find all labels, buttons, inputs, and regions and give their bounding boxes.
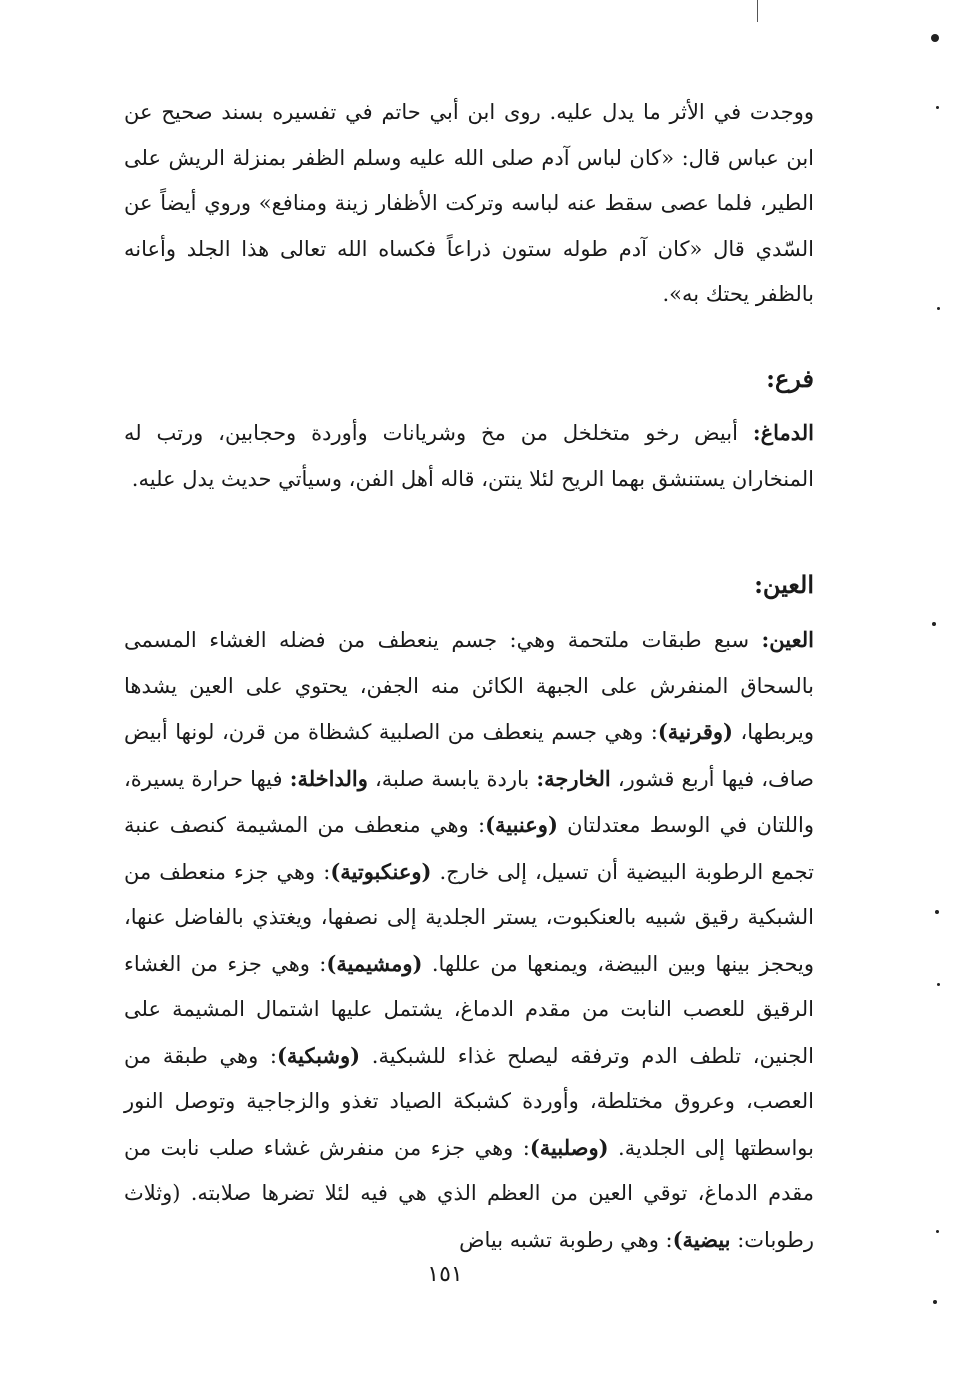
eye-layer-description: : وهي جزء من منفرش غشاء صلب نابت من مقدم الدماغ، توقي العين من العظم الذي هي فيه لئلا تضرها صلابته. (وثلاث رطوبات:: [124, 1135, 814, 1252]
eye-layer-description: : وهي رطوبة تشبه بياض: [459, 1227, 673, 1252]
eye-layer-term: بيضية): [672, 1226, 731, 1252]
branch-text: [124, 410, 814, 502]
eye-layer-term: (وعنبية): [485, 812, 558, 837]
scan-speck: [936, 106, 939, 109]
eye-layer-term: الخارجة:: [536, 765, 611, 791]
eye-layer-description: سبع طبقات ملتحمة وهي: جسم ينعطف من فضله الغشاء المسمى بالسحاق المنفرش على الجبهة الكائن منه الجفن، يحتوي على العين يشدها ويربطها،: [124, 628, 814, 744]
branch-heading: فرع:: [766, 364, 814, 393]
scan-speck: [933, 1300, 937, 1304]
eye-layer-description: : وهي جزء منعطف من الشبكية رقيق شبيه بالعنكبوت، يستر الجلدية إلى نصفها، ويغتذي بالفاضل عنها، ويحجز بينها وبين البيضة، ويمنعها من عللها.: [124, 859, 814, 976]
branch-paragraph: [124, 410, 814, 502]
brain-term: الدماغ:: [752, 420, 814, 445]
intro-paragraph: [124, 90, 814, 318]
eye-layer-term: (وقرنية): [657, 719, 733, 744]
scan-margin-line: [757, 0, 758, 22]
eye-layer-term: (وصلبية): [529, 1134, 609, 1160]
eye-layer-term: (وعنكبوتية): [330, 858, 432, 884]
eye-layer-term: العين:: [761, 627, 814, 652]
brain-description: أبيض رخو متخلخل من مخ وشريانات وأوردة وحجابين، ورتب له المنخاران يستنشق بهما الريح لئلا ينتن، قاله أهل الفن، وسيأتي حديث يدل عليه.: [124, 421, 814, 491]
eye-layer-description: : وهي طبقة من العصب، وعروق مختلطة، وأوردة كشبكة الصياد تغذو والزجاجية وتوصل النور بواسطتها إلى الجلدية.: [124, 1043, 814, 1160]
intro-text: ووجدت في الأثر ما يدل عليه. روى ابن أبي حاتم في تفسيره بسند صحيح عن ابن عباس قال: «كان لباس آدم صلى الله عليه وسلم الظفر بمنزلة الريش على الطير، فلما عصى سقط عنه لباسه وتركت الأظفار زينة ومنافع» وروي أيضاً عن السّدي قال «كان آدم طوله ستون ذراعاً فكساه الله تعالى هذا الجلد وأعانه بالظفر يحتك به».: [124, 100, 814, 306]
scan-speck: [935, 910, 939, 914]
eye-layer-description: باردة يابسة صلبة،: [367, 766, 537, 791]
eye-layer-description: : وهي جزء من الغشاء الرقيق للعصب النابت من مقدم الدماغ، يشتمل عليها اشتمال المشيمة على الجنين، تلطف الدم وترفقه ليصلح غذاء للشبكية.: [124, 951, 814, 1068]
scan-speck: [931, 34, 939, 42]
eye-layer-description: فيها حرارة يسيرة، واللتان في الوسط معتدلتان: [124, 766, 814, 837]
eye-layer-term: (وشبكية): [276, 1042, 361, 1068]
eye-heading: العين:: [754, 570, 814, 599]
page-number: ١٥١: [427, 1262, 463, 1287]
eye-layer-term: والداخلة:: [289, 765, 368, 791]
eye-text: [124, 617, 814, 1263]
eye-layer-description: : وهي جسم ينعطف من الصلبية كشظاة من قرن، لونها أبيض صاف، فيها أربع قشور،: [124, 720, 815, 791]
scan-speck: [932, 622, 936, 626]
scan-speck: [936, 1230, 939, 1233]
eye-layer-term: (ومشيمية): [326, 950, 423, 976]
eye-layer-description: : وهي منعطف من المشيمة كنصف عنبة تجمع الرطوبة البيضية أن تسيل، إلى خارج.: [124, 813, 814, 884]
scan-speck: [937, 307, 940, 310]
eye-paragraph: [124, 617, 814, 1263]
scan-speck: [937, 983, 940, 986]
